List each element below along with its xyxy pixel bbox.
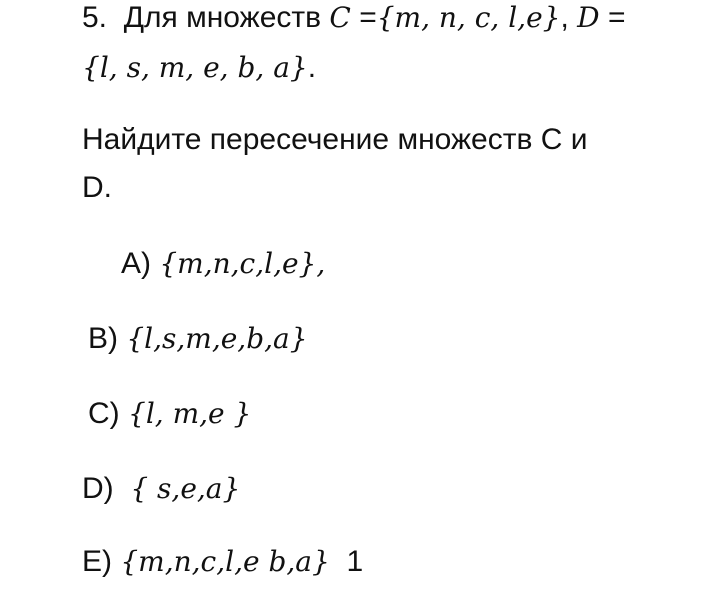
task-line-2: D.	[82, 171, 112, 204]
option-set: {m,n,c,l,e b,a}	[120, 545, 330, 578]
task-line-1: Найдите пересечение множеств С и	[82, 123, 588, 156]
set-c-equals: =	[359, 1, 377, 34]
question-intro: Для множеств	[123, 1, 322, 34]
set-d-equals: =	[607, 1, 626, 34]
set-d-name: D	[577, 1, 600, 34]
option-set: {m,n,c,l,e},	[159, 247, 326, 280]
option-letter: A)	[121, 247, 151, 280]
option-set: {l, m,e }	[128, 397, 252, 430]
option-c	[88, 396, 251, 432]
option-b	[88, 321, 308, 357]
option-d	[82, 471, 240, 507]
question-line-2	[82, 50, 316, 86]
option-e	[82, 544, 363, 580]
option-letter: B)	[88, 322, 118, 355]
set-c-name: C	[329, 1, 351, 34]
option-set: { s,e,a}	[130, 472, 241, 505]
option-a	[121, 246, 325, 282]
question-number: 5.	[82, 1, 108, 34]
option-set: {l,s,m,e,b,a}	[126, 322, 308, 355]
question-line-1	[82, 0, 625, 36]
option-letter: C)	[88, 397, 120, 430]
set-c-elements: {m, n, c, l,e}	[376, 1, 561, 34]
set-d-elements: {l, s, m, e, b, a}	[82, 51, 308, 84]
period: .	[307, 51, 317, 84]
comma: ,	[560, 1, 569, 34]
option-suffix: 1	[346, 545, 364, 578]
option-letter: D)	[82, 472, 114, 505]
option-letter: E)	[82, 545, 112, 578]
